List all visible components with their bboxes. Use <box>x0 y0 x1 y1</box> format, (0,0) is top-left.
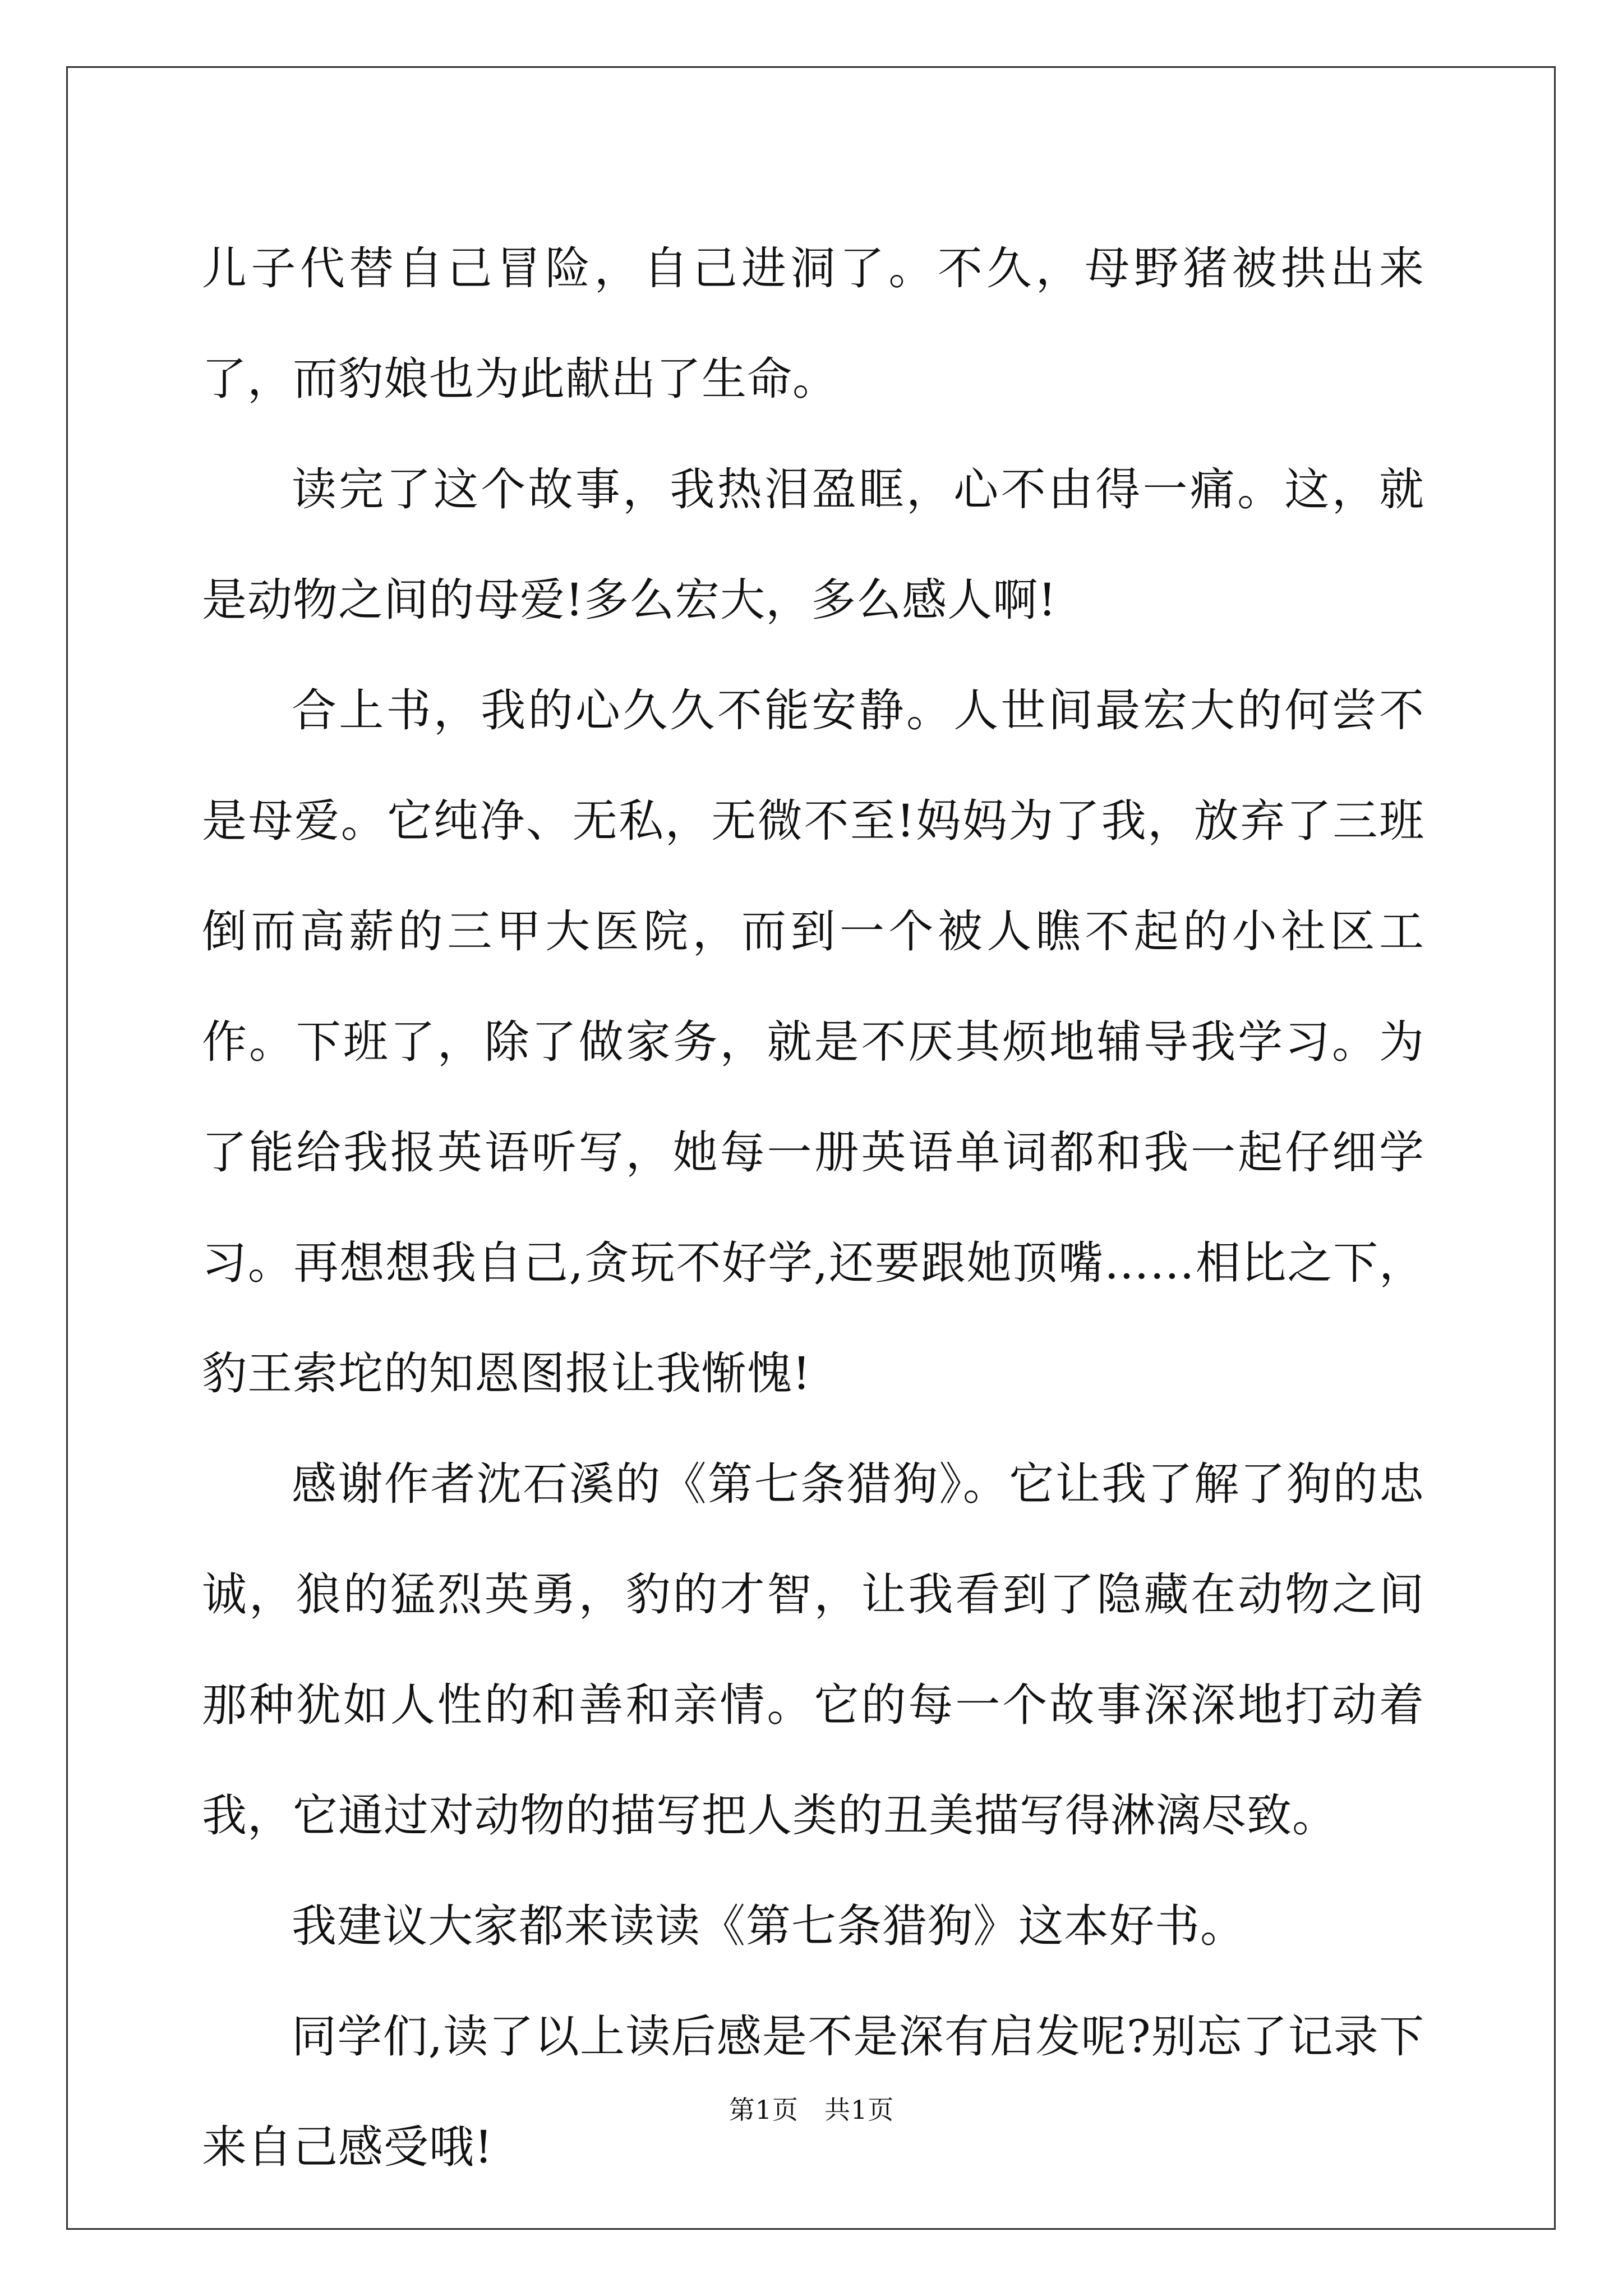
paragraph-continuation: 儿子代替自己冒险，自己进洞了。不久，母野猪被拱出来了，而豹娘也为此献出了生命。 <box>202 242 1424 405</box>
page-footer <box>0 2090 1623 2127</box>
paragraph-closing: 同学们,读了以上读后感是不是深有启发呢?别忘了记录下来自己感受哦! <box>202 2010 1424 2173</box>
page-number: 第1页 <box>728 2095 799 2125</box>
paragraph-mother-love: 合上书，我的心久久不能安静。人世间最宏大的何尝不是母爱。它纯净、无私，无微不至!妈妈为了我，放弃了三班倒而高薪的三甲大医院，而到一个被人瞧不起的小社区工作。下班了，除了做家务，就是不厌其烦地辅导我学习。为了能给我报英语听写，她每一册英语单词都和我一起仔细学习。再想想我自己,贪玩不好学,还要跟她顶嘴……相比之下，豹王索坨的知恩图报让我惭愧! <box>202 684 1424 1400</box>
paragraph-recommendation: 我建议大家都来读读《第七条猎狗》这本好书。 <box>292 1900 1246 1952</box>
paragraph-thanks-author: 感谢作者沈石溪的《第七条猎狗》。它让我了解了狗的忠诚，狼的猛烈英勇，豹的才智，让我看到了隐藏在动物之间那种犹如人性的和善和亲情。它的每一个故事深深地打动着我，它通过对动物的描写把人类的丑美描写得淋漓尽致。 <box>202 1458 1424 1842</box>
document-body <box>202 213 1424 2202</box>
paragraph-reaction: 读完了这个故事，我热泪盈眶，心不由得一痛。这，就是动物之间的母爱!多么宏大，多么感人啊! <box>202 463 1424 626</box>
page-total: 共1页 <box>824 2095 895 2125</box>
